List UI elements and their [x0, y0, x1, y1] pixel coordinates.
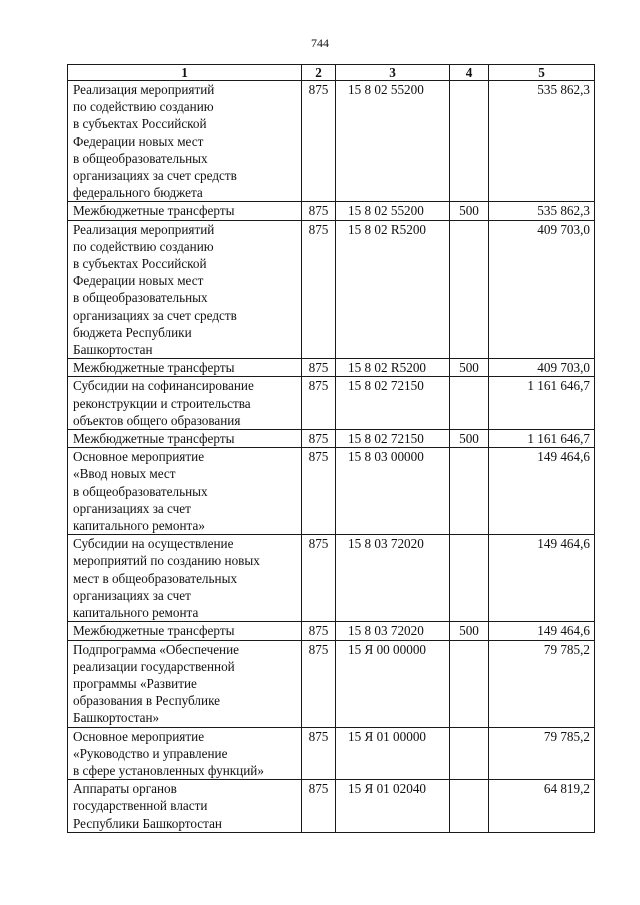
row-name: Межбюджетные трансферты — [68, 430, 302, 448]
row-amount: 64 819,2 — [489, 780, 595, 833]
table-row — [68, 780, 595, 833]
header-col-4: 4 — [450, 65, 489, 81]
row-amount: 409 703,0 — [489, 220, 595, 359]
table-row — [68, 640, 595, 727]
row-ministry-code: 875 — [302, 780, 336, 833]
table-row — [68, 377, 595, 430]
row-target-code: 15 8 03 00000 — [336, 448, 450, 535]
row-ministry-code: 875 — [302, 377, 336, 430]
row-ministry-code: 875 — [302, 622, 336, 640]
budget-table — [67, 64, 595, 833]
header-col-5: 5 — [489, 65, 595, 81]
table-row — [68, 359, 595, 377]
row-name: Подпрограмма «Обеспечение реализации государственной программы «Развитие образования в Республике Башкортостан» — [68, 640, 302, 727]
row-name: Межбюджетные трансферты — [68, 202, 302, 220]
table-row — [68, 727, 595, 780]
row-expense-type — [450, 727, 489, 780]
row-target-code: 15 Я 01 02040 — [336, 780, 450, 833]
row-ministry-code: 875 — [302, 727, 336, 780]
table-row — [68, 81, 595, 202]
row-name: Основное мероприятие «Руководство и управление в сфере установленных функций» — [68, 727, 302, 780]
row-expense-type — [450, 640, 489, 727]
row-ministry-code: 875 — [302, 202, 336, 220]
table-row — [68, 202, 595, 220]
row-target-code: 15 8 02 55200 — [336, 81, 450, 202]
row-target-code: 15 8 02 R5200 — [336, 359, 450, 377]
row-ministry-code: 875 — [302, 640, 336, 727]
table-row — [68, 430, 595, 448]
row-target-code: 15 Я 01 00000 — [336, 727, 450, 780]
row-amount: 149 464,6 — [489, 622, 595, 640]
row-ministry-code: 875 — [302, 220, 336, 359]
row-amount: 1 161 646,7 — [489, 377, 595, 430]
row-name: Межбюджетные трансферты — [68, 359, 302, 377]
row-name: Основное мероприятие «Ввод новых мест в общеобразовательных организациях за счет капитального ремонта» — [68, 448, 302, 535]
row-expense-type — [450, 535, 489, 622]
row-name: Аппараты органов государственной власти Республики Башкортостан — [68, 780, 302, 833]
row-amount: 1 161 646,7 — [489, 430, 595, 448]
header-col-3: 3 — [336, 65, 450, 81]
row-name: Реализация мероприятий по содействию созданию в субъектах Российской Федерации новых мест в общеобразовательных организациях за счет средств федерального бюджета — [68, 81, 302, 202]
header-col-1: 1 — [68, 65, 302, 81]
table-row — [68, 622, 595, 640]
row-ministry-code: 875 — [302, 430, 336, 448]
row-amount: 409 703,0 — [489, 359, 595, 377]
row-expense-type: 500 — [450, 430, 489, 448]
row-ministry-code: 875 — [302, 448, 336, 535]
row-target-code: 15 Я 00 00000 — [336, 640, 450, 727]
row-amount: 535 862,3 — [489, 81, 595, 202]
row-name: Межбюджетные трансферты — [68, 622, 302, 640]
row-expense-type: 500 — [450, 622, 489, 640]
row-amount: 149 464,6 — [489, 448, 595, 535]
header-col-2: 2 — [302, 65, 336, 81]
row-expense-type — [450, 220, 489, 359]
row-target-code: 15 8 02 R5200 — [336, 220, 450, 359]
row-amount: 535 862,3 — [489, 202, 595, 220]
row-ministry-code: 875 — [302, 535, 336, 622]
row-name: Реализация мероприятий по содействию созданию в субъектах Российской Федерации новых мест в общеобразовательных организациях за счет средств бюджета Республики Башкортостан — [68, 220, 302, 359]
page-number: 744 — [311, 36, 329, 50]
row-target-code: 15 8 02 55200 — [336, 202, 450, 220]
table-row — [68, 220, 595, 359]
row-expense-type: 500 — [450, 202, 489, 220]
row-target-code: 15 8 02 72150 — [336, 430, 450, 448]
row-target-code: 15 8 03 72020 — [336, 535, 450, 622]
row-amount: 79 785,2 — [489, 727, 595, 780]
row-expense-type — [450, 377, 489, 430]
row-target-code: 15 8 03 72020 — [336, 622, 450, 640]
table-row — [68, 448, 595, 535]
row-name: Субсидии на софинансирование реконструкции и строительства объектов общего образования — [68, 377, 302, 430]
row-expense-type: 500 — [450, 359, 489, 377]
table-header-row — [68, 65, 595, 81]
row-expense-type — [450, 448, 489, 535]
row-ministry-code: 875 — [302, 81, 336, 202]
row-expense-type — [450, 780, 489, 833]
table-row — [68, 535, 595, 622]
row-ministry-code: 875 — [302, 359, 336, 377]
row-target-code: 15 8 02 72150 — [336, 377, 450, 430]
row-name: Субсидии на осуществление мероприятий по созданию новых мест в общеобразовательных организациях за счет капитального ремонта — [68, 535, 302, 622]
row-amount: 79 785,2 — [489, 640, 595, 727]
row-expense-type — [450, 81, 489, 202]
row-amount: 149 464,6 — [489, 535, 595, 622]
